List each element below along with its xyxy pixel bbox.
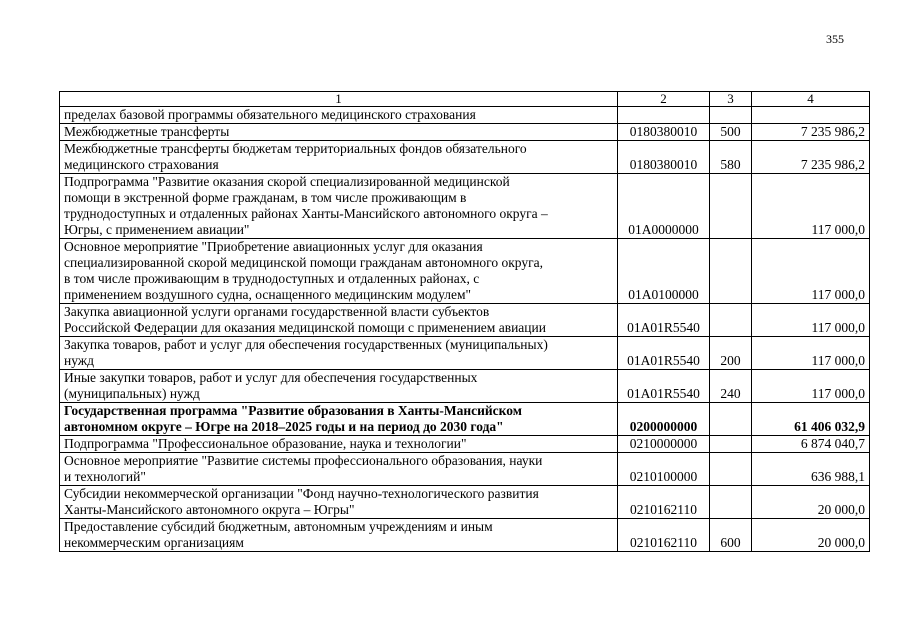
row-sum: 20 000,0 <box>752 519 870 552</box>
row-name: Подпрограмма "Развитие оказания скорой специализированной медицинской помощи в экстренной форме гражданам, в том числе проживающим в труднодоступных и отдаленных районах Ханты-Мансийского автономного округа – Югры, с применением авиации" <box>60 174 618 239</box>
row-expense-type <box>710 436 752 453</box>
row-name: Закупка авиационной услуги органами государственной власти субъектов Российской Федерации для оказания медицинской помощи с применением авиации <box>60 304 618 337</box>
table-row <box>60 239 870 304</box>
row-code: 0180380010 <box>618 124 710 141</box>
row-expense-type <box>710 304 752 337</box>
row-code: 0180380010 <box>618 141 710 174</box>
table-row <box>60 436 870 453</box>
row-expense-type <box>710 453 752 486</box>
table-row <box>60 107 870 124</box>
column-header-3: 3 <box>710 92 752 107</box>
table-row <box>60 174 870 239</box>
row-code: 01А01R5540 <box>618 370 710 403</box>
table-row <box>60 486 870 519</box>
column-header-2: 2 <box>618 92 710 107</box>
budget-table <box>59 91 870 552</box>
row-code: 0210162110 <box>618 486 710 519</box>
row-sum: 636 988,1 <box>752 453 870 486</box>
table-row <box>60 453 870 486</box>
row-name: Иные закупки товаров, работ и услуг для обеспечения государственных (муниципальных) нужд <box>60 370 618 403</box>
row-name: Подпрограмма "Профессиональное образование, наука и технологии" <box>60 436 618 453</box>
column-header-1: 1 <box>60 92 618 107</box>
row-code: 0210000000 <box>618 436 710 453</box>
row-sum: 117 000,0 <box>752 370 870 403</box>
row-name: пределах базовой программы обязательного медицинского страхования <box>60 107 618 124</box>
row-sum: 7 235 986,2 <box>752 141 870 174</box>
row-expense-type: 600 <box>710 519 752 552</box>
row-expense-type <box>710 239 752 304</box>
table-row <box>60 337 870 370</box>
row-sum: 7 235 986,2 <box>752 124 870 141</box>
row-code: 0210100000 <box>618 453 710 486</box>
row-sum <box>752 107 870 124</box>
row-name: Закупка товаров, работ и услуг для обеспечения государственных (муниципальных) нужд <box>60 337 618 370</box>
row-expense-type: 500 <box>710 124 752 141</box>
row-expense-type <box>710 107 752 124</box>
table-row <box>60 304 870 337</box>
row-sum: 6 874 040,7 <box>752 436 870 453</box>
row-expense-type <box>710 403 752 436</box>
row-expense-type: 580 <box>710 141 752 174</box>
row-name: Межбюджетные трансферты <box>60 124 618 141</box>
row-code: 01А0000000 <box>618 174 710 239</box>
table-header-row <box>60 92 870 107</box>
row-sum: 117 000,0 <box>752 239 870 304</box>
row-sum: 117 000,0 <box>752 174 870 239</box>
row-code: 0200000000 <box>618 403 710 436</box>
row-expense-type <box>710 486 752 519</box>
table-row <box>60 124 870 141</box>
row-code: 01А0100000 <box>618 239 710 304</box>
row-code: 01А01R5540 <box>618 337 710 370</box>
row-name: Межбюджетные трансферты бюджетам территориальных фондов обязательного медицинского страхования <box>60 141 618 174</box>
table-row <box>60 519 870 552</box>
column-header-4: 4 <box>752 92 870 107</box>
table-row <box>60 370 870 403</box>
row-sum: 61 406 032,9 <box>752 403 870 436</box>
row-sum: 117 000,0 <box>752 304 870 337</box>
row-name: Предоставление субсидий бюджетным, автономным учреждениям и иным некоммерческим организациям <box>60 519 618 552</box>
row-code: 0210162110 <box>618 519 710 552</box>
row-expense-type: 240 <box>710 370 752 403</box>
table-row-program <box>60 403 870 436</box>
row-sum: 117 000,0 <box>752 337 870 370</box>
row-code: 01А01R5540 <box>618 304 710 337</box>
page-number: 355 <box>826 32 844 46</box>
row-name: Субсидии некоммерческой организации "Фонд научно-технологического развития Ханты-Мансийского автономного округа – Югры" <box>60 486 618 519</box>
row-sum: 20 000,0 <box>752 486 870 519</box>
row-expense-type <box>710 174 752 239</box>
row-name: Основное мероприятие "Приобретение авиационных услуг для оказания специализированной скорой медицинской помощи гражданам автономного округа, в том числе проживающим в труднодоступных и отдаленных районах, с применением воздушного судна, оснащенного медицинским модулем" <box>60 239 618 304</box>
table-row <box>60 141 870 174</box>
row-name: Государственная программа "Развитие образования в Ханты-Мансийском автономном округе – Югре на 2018–2025 годы и на период до 2030 года" <box>60 403 618 436</box>
row-code <box>618 107 710 124</box>
row-name: Основное мероприятие "Развитие системы профессионального образования, науки и технологий" <box>60 453 618 486</box>
row-expense-type: 200 <box>710 337 752 370</box>
